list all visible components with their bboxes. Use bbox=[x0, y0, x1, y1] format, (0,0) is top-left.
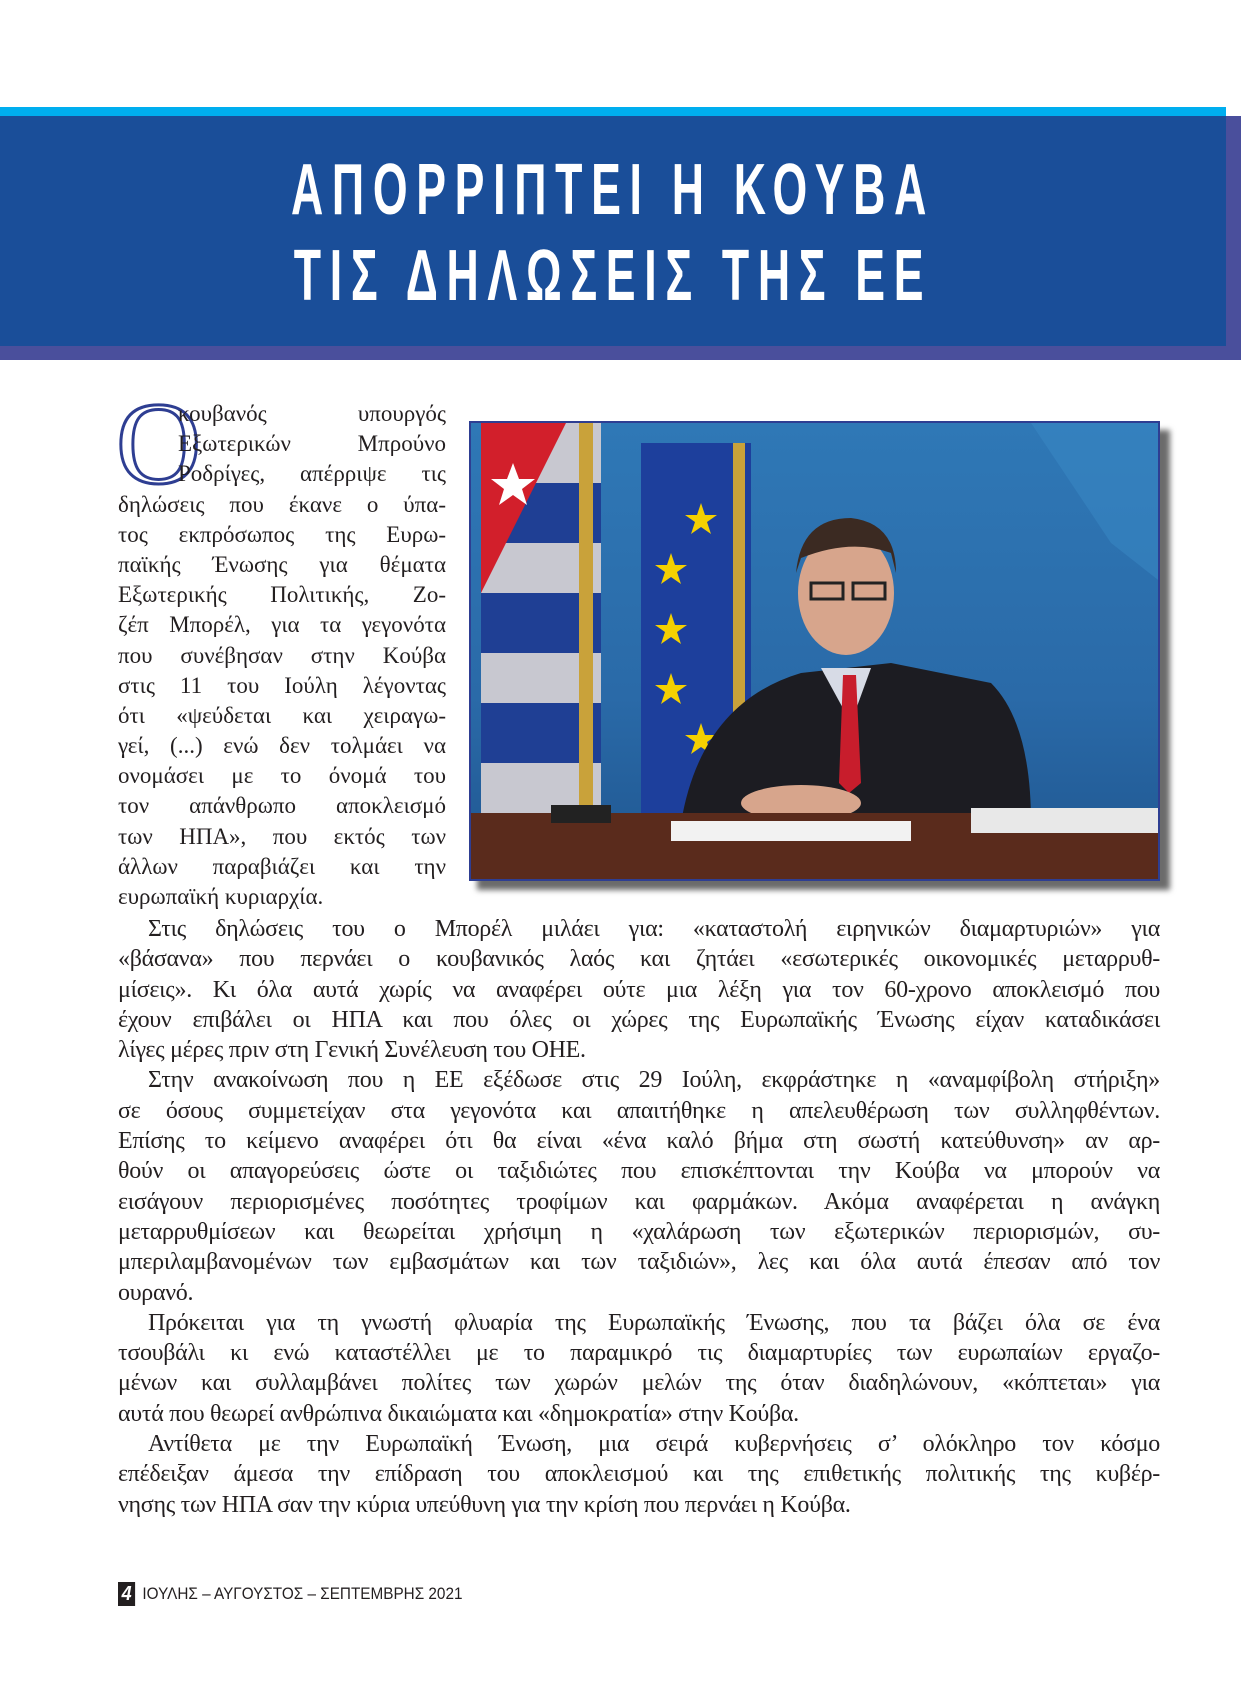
text-line: ουρανό. bbox=[118, 1279, 194, 1306]
article-photo bbox=[469, 421, 1160, 881]
text-line: στις 11 του Ιούλη λέγοντας bbox=[118, 672, 446, 698]
drop-cap: Ο bbox=[116, 378, 202, 509]
text-line: λίγες μέρες πριν στη Γενική Συνέλευση του ΟΗΕ. bbox=[118, 1037, 586, 1064]
text-line: αυτά που θεωρεί ανθρώπινα δικαιώματα και «δημοκρατία» στην Κούβα. bbox=[118, 1400, 799, 1427]
text-line: ευρωπαϊκή κυριαρχία. bbox=[118, 884, 324, 909]
text-line: εισάγουν περιορισμένες ποσότητες τροφίμων και φαρμάκων. Ακόμα αναφέρεται η ανάγκη bbox=[118, 1188, 1160, 1215]
issue-date: ΙΟΥΛΗΣ – ΑΥΓΟΥΣΤΟΣ – ΣΕΠΤΕΜΒΡΗΣ 2021 bbox=[142, 1584, 463, 1603]
text-line: μεταρρυθμίσεων και θεωρείται χρήσιμη η «χαλάρωση των εξωτερικών περιορισμών, συ- bbox=[118, 1218, 1160, 1245]
text-line: κουβανός υπουργός bbox=[178, 401, 446, 426]
text-line: έχουν επιβάλει οι ΗΠΑ και που όλες οι χώρες της Ευρωπαϊκής Ένωσης είχαν καταδικάσει bbox=[118, 1006, 1160, 1033]
text-line: τος εκπρόσωπος της Ευρω- bbox=[118, 521, 446, 547]
text-line: νησης των ΗΠΑ σαν την κύρια υπεύθυνη για την κρίση που περνάει η Κούβα. bbox=[118, 1491, 851, 1518]
text-line: σε όσους συμμετείχαν στα γεγονότα και απαιτήθηκε η απελευθέρωση των συλληφθέντων. bbox=[118, 1097, 1160, 1124]
text-line: τον απάνθρωπο αποκλεισμό bbox=[118, 793, 446, 819]
article-body bbox=[118, 914, 1160, 1520]
photo-bruno-rodriguez-icon bbox=[471, 423, 1160, 881]
text-line: των ΗΠΑ», που εκτός των bbox=[118, 823, 446, 849]
text-line: άλλων παραβιάζει και την bbox=[118, 853, 446, 879]
text-line: Εξωτερικών Μπρούνο bbox=[178, 431, 446, 457]
article-title-line-2: ΤΙΣ ΔΗΛΩΣΕΙΣ ΤΗΣ ΕΕ bbox=[293, 236, 933, 316]
text-line: μένων και συλλαμβάνει πολίτες των χωρών μελών της όταν διαδηλώνουν, «κόπτεται» για bbox=[118, 1370, 1160, 1397]
paragraph bbox=[118, 914, 1160, 1065]
lead-column bbox=[118, 399, 446, 912]
article-title-line-1: ΑΠΟΡΡΙΠΤΕΙ Η ΚΟΥΒΑ bbox=[290, 150, 936, 230]
text-line: μπεριλαμβανομένων των εμβασμάτων και των ταξιδιών», λες και όλα αυτά έπεσαν από τον bbox=[118, 1249, 1160, 1276]
page-number: 4 bbox=[118, 1582, 135, 1606]
text-line: Αντίθετα με την Ευρωπαϊκή Ένωση, μια σειρά κυβερνήσεις σ’ ολόκληρο τον κόσμο bbox=[148, 1431, 1160, 1458]
text-line: Στις δηλώσεις του ο Μπορέλ μιλάει για: «καταστολή ειρηνικών διαμαρτυριών» για bbox=[148, 916, 1160, 942]
text-line: γεί, (...) ενώ δεν τολμάει να bbox=[118, 733, 446, 759]
text-line: μίσεις». Κι όλα αυτά χωρίς να αναφέρει ούτε μια λέξη για τον 60-χρονο αποκλεισμό που bbox=[118, 976, 1160, 1003]
cuban-flag bbox=[481, 423, 601, 823]
text-line: δηλώσεις που έκανε ο ύπα- bbox=[118, 491, 446, 517]
text-line: Εξωτερικής Πολιτικής, Ζο- bbox=[118, 582, 446, 608]
text-line: τσουβάλι κι ενώ καταστέλλει με το παραμικρό τις διαμαρτυρίες των ευρωπαίων εργαζο- bbox=[118, 1340, 1160, 1367]
paragraph bbox=[118, 1308, 1160, 1429]
text-line: Στην ανακοίνωση που η ΕΕ εξέδωσε στις 29 Ιούλη, εκφράστηκε η «αναμφίβολη στήριξη» bbox=[148, 1067, 1160, 1094]
text-line: Ροδρίγες, απέρριψε τις bbox=[178, 461, 446, 487]
text-line: ότι «ψεύδεται και χειραγω- bbox=[118, 702, 446, 728]
text-line: παϊκής Ένωσης για θέματα bbox=[118, 551, 446, 577]
text-line: ονομάσει με το όνομά του bbox=[118, 763, 446, 789]
paragraph bbox=[118, 1065, 1160, 1307]
text-line: Επίσης το κείμενο αναφέρει ότι θα είναι «ένα καλό βήμα στη σωστή κατεύθυνση» αν αρ- bbox=[118, 1128, 1160, 1155]
text-line: «βάσανα» που περνάει ο κουβανικός λαός και ζητάει «εσωτερικές οικονομικές μεταρρυθ- bbox=[118, 946, 1160, 973]
desk bbox=[471, 805, 1160, 881]
text-line: Πρόκειται για τη γνωστή φλυαρία της Ευρωπαϊκής Ένωσης, που τα βάζει όλα σε ένα bbox=[148, 1309, 1160, 1336]
paragraph bbox=[118, 1429, 1160, 1520]
page-footer bbox=[118, 1582, 462, 1606]
text-line: επέδειξαν άμεσα την επίδραση του αποκλεισμού και της επιθετικής πολιτικής της κυβέρ- bbox=[118, 1461, 1160, 1488]
text-line: θούν οι απαγορεύσεις ώστε οι ταξιδιώτες που επισκέπτονται την Κούβα να μπορούν να bbox=[118, 1158, 1160, 1185]
text-line: ζέπ Μπορέλ, για τα γεγονότα bbox=[118, 612, 446, 638]
text-line: που συνέβησαν στην Κούβα bbox=[118, 642, 446, 668]
